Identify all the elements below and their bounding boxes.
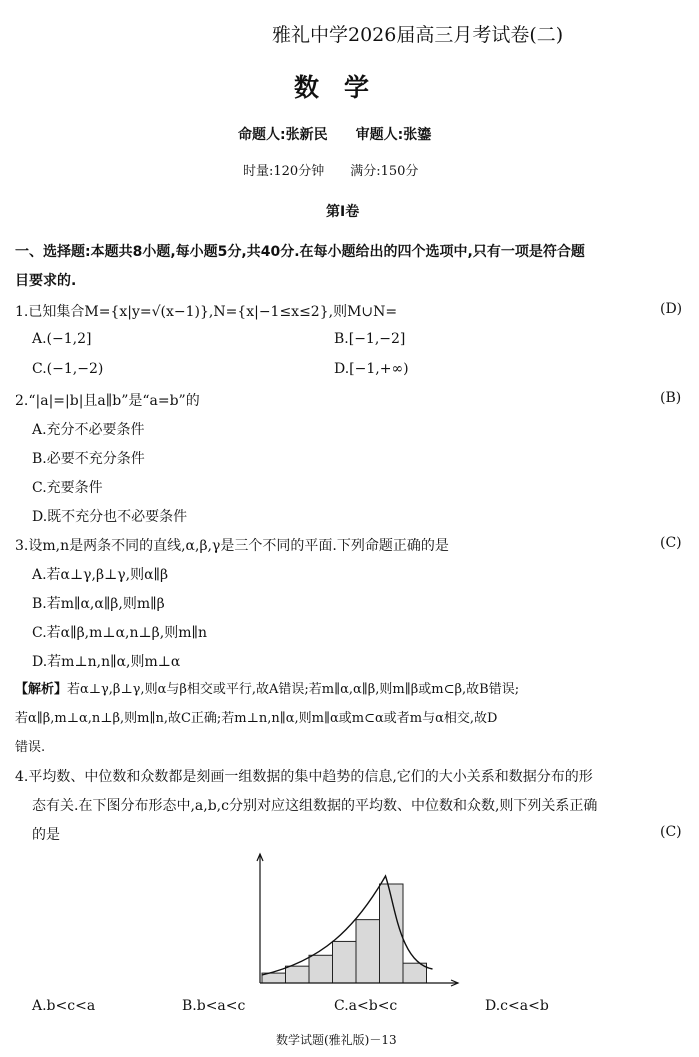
question-3-answer: (C) xyxy=(660,535,682,551)
question-2-stem: 2.“|a|=|b|且a∥b”是“a=b”的 xyxy=(15,393,200,409)
solution-label: 【解析】 xyxy=(15,682,68,697)
question-1-stem: 1.已知集合M={x|y=√(x−1)},N={x|−1≤x≤2},则M∪N= xyxy=(15,304,398,320)
question-3-stem: 3.设m,n是两条不同的直线,α,β,γ是三个不同的平面.下列命题正确的是 xyxy=(15,538,449,554)
question-3-solution-line3: 错误. xyxy=(15,740,46,755)
question-2-answer: (B) xyxy=(660,390,682,406)
question-3-option-b: B.若m∥α,α∥β,则m∥β xyxy=(32,596,165,612)
subject-title: 数 学 xyxy=(294,73,370,102)
authors-line: 命题人:张新民 审题人:张鎏 xyxy=(238,127,432,143)
question-4-stem-line3: 的是 xyxy=(32,827,60,843)
question-1-answer: (D) xyxy=(660,301,683,317)
question-3-solution-line1 xyxy=(15,677,519,703)
question-1-option-d: D.[−1,+∞) xyxy=(334,361,409,377)
question-1-option-a: A.(−1,2] xyxy=(32,331,92,347)
question-3-option-c: C.若α∥β,m⊥α,n⊥β,则m∥n xyxy=(32,625,207,641)
histogram-bar xyxy=(356,920,380,983)
question-4-answer: (C) xyxy=(660,824,682,840)
section-intro-line1: 一、选择题:本题共8小题,每小题5分,共40分.在每小题给出的四个选项中,只有一项是符合题 xyxy=(15,244,585,260)
question-4-option-a: A.b<c<a xyxy=(32,998,96,1014)
histogram-bar xyxy=(309,955,333,983)
question-4-stem-line2: 态有关.在下图分布形态中,a,b,c分别对应这组数据的平均数、中位数和众数,则下列关系正确 xyxy=(32,798,598,814)
distribution-chart-svg xyxy=(248,848,468,992)
question-2-option-c: C.充要条件 xyxy=(32,480,103,496)
solution-text-1: 若α⊥γ,β⊥γ,则α与β相交或平行,故A错误;若m∥α,α∥β,则m∥β或m⊂β,故B错误; xyxy=(67,682,520,697)
question-3-solution-line2: 若α∥β,m⊥α,n⊥β,则m∥n,故C正确;若m⊥n,n∥α,则m∥α或m⊂α或者m与α相交,故D xyxy=(15,711,498,726)
question-2-option-a: A.充分不必要条件 xyxy=(32,422,145,438)
question-2-option-d: D.既不充分也不必要条件 xyxy=(32,509,188,525)
question-2-option-b: B.必要不充分条件 xyxy=(32,451,145,467)
question-3-option-a: A.若α⊥γ,β⊥γ,则α∥β xyxy=(32,567,169,583)
volume-label: 第Ⅰ卷 xyxy=(326,204,360,220)
page-footer: 数学试题(雅礼版)－13 xyxy=(276,1033,397,1047)
question-1-option-b: B.[−1,−2] xyxy=(334,331,406,347)
histogram-bar xyxy=(333,941,357,983)
distribution-chart xyxy=(248,848,468,992)
question-3-option-d: D.若m⊥n,n∥α,则m⊥α xyxy=(32,654,181,670)
histogram-bar xyxy=(286,966,310,983)
question-4-option-d: D.c<a<b xyxy=(485,998,549,1014)
question-4-option-c: C.a<b<c xyxy=(334,998,398,1014)
question-4-option-b: B.b<a<c xyxy=(182,998,246,1014)
question-1-option-c: C.(−1,−2) xyxy=(32,361,104,377)
section-intro-line2: 目要求的. xyxy=(15,273,77,289)
question-4-stem-line1: 4.平均数、中位数和众数都是刻画一组数据的集中趋势的信息,它们的大小关系和数据分布的形 xyxy=(15,769,593,785)
time-info: 时量:120分钟 满分:150分 xyxy=(243,164,419,179)
school-title: 雅礼中学2026届高三月考试卷(二) xyxy=(272,24,564,46)
